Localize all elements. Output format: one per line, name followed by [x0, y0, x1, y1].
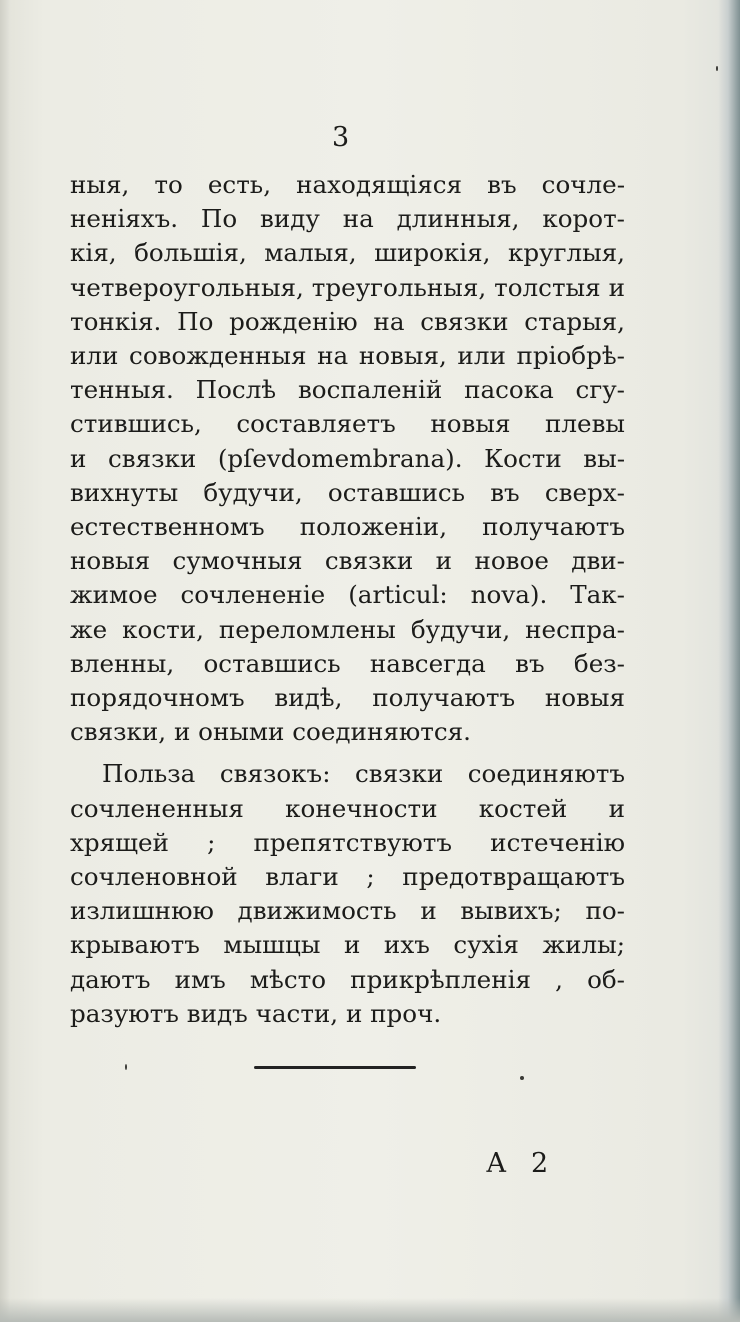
text-line: Польза связокъ: связки соединяютъ [102, 759, 625, 789]
paragraph-1 [70, 168, 625, 749]
text-line: даютъ имъ мѣсто прикрѣпленія , об- [70, 964, 625, 994]
text-line: стившись, составляетъ новыя плевы [70, 409, 625, 439]
paragraph-2 [70, 757, 625, 1031]
page-left-shadow [0, 0, 10, 1322]
text-line: же кости, переломлены будучи, неспра- [70, 614, 625, 644]
text-line: сочленовной влаги ; предотвращаютъ [70, 862, 625, 892]
text-line: излишнюю движимость и вывихъ; по- [70, 896, 625, 926]
page-number: 3 [332, 122, 350, 153]
body-text [70, 168, 625, 1031]
text-line: порядочномъ видѣ, получаютъ новыя [70, 683, 625, 713]
ink-speck [716, 66, 718, 71]
text-line: естественномъ положеніи, получаютъ [70, 512, 625, 542]
printer-signature-mark: А 2 [486, 1148, 557, 1179]
text-line: кія, большія, малыя, широкія, круглыя, [70, 238, 625, 268]
text-line: тонкія. По рожденію на связки старыя, [70, 306, 625, 336]
text-line: сочлененныя конечности костей и [70, 793, 625, 823]
text-line: крываютъ мышцы и ихъ сухія жилы; [70, 930, 625, 960]
text-line: разуютъ видъ части, и проч. [70, 998, 442, 1028]
page-bottom-shadow [0, 1298, 740, 1322]
text-line: неніяхъ. По виду на длинныя, корот- [70, 204, 625, 234]
text-line: жимое сочлененіе (articul: nova). Так- [70, 580, 625, 610]
ink-speck [125, 1064, 127, 1070]
text-line: новыя сумочныя связки и новое дви- [70, 546, 625, 576]
page-right-edge [718, 0, 740, 1322]
text-line: хрящей ; препятствуютъ истеченію [70, 827, 625, 857]
section-divider-rule [254, 1066, 416, 1069]
text-line: ныя, то есть, находящіяся въ сочле- [70, 170, 625, 199]
text-line: или совожденныя на новыя, или пріобрѣ- [70, 341, 625, 371]
ink-speck [520, 1076, 524, 1080]
text-line: и связки (pſevdomembrana). Кости вы- [70, 443, 625, 473]
text-line: связки, и оными соединяются. [70, 717, 471, 747]
text-line: четвероугольныя, треугольныя, толстыя и [70, 272, 625, 302]
text-line: тенныя. Послѣ воспаленій пасока сгу- [70, 375, 625, 405]
text-line: вихнуты будучи, оставшись въ сверх- [70, 477, 625, 507]
text-line: вленны, оставшись навсегда въ без- [70, 648, 625, 678]
